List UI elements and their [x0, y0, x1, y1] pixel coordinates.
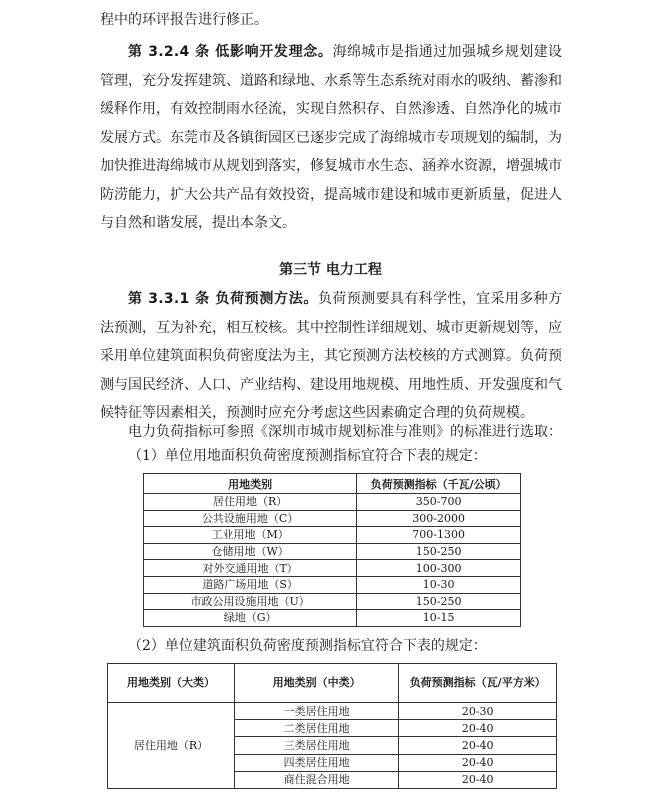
table-cell: 商住混合用地: [234, 771, 398, 788]
article-body: 海绵城市是指通过加强城乡规划建设管理，充分发挥建筑、道路和绿地、水系等生态系统对雨水的吸纳、蓄渗和缓释作用，有效控制雨水径流，实现自然积存、自然渗透、自然净化的城市发展方式。东莞市及各镇街园区已逐步完成了海绵城市专项规划的编制，为加快推进海绵城市从规划到落实，修复城市水生态、涵养水资源，增强城市防涝能力，扩大公共产品有效投资，提高城市建设和城市更新质量，促进人与自然和谐发展，提出本条文。: [100, 44, 562, 231]
table-cell: 仓储用地（W）: [144, 543, 357, 560]
table-header-cell: 负荷预测指标（瓦/平方米）: [399, 664, 557, 703]
table-row: [144, 610, 521, 627]
paragraph-article-3-2-4: [100, 38, 562, 238]
table-cell: 20-40: [399, 720, 557, 737]
table-cell: 700-1300: [357, 527, 521, 544]
table-row: [144, 494, 521, 511]
article-heading: 第 3.3.1 条 负荷预测方法。: [128, 291, 319, 307]
article-heading: 第 3.2.4 条 低影响开发理念。: [128, 44, 333, 60]
table-row: [144, 527, 521, 544]
paragraph-article-3-3-1: [100, 285, 562, 428]
table-cell: 居住用地（R）: [144, 494, 357, 511]
table-cell: 道路广场用地（S）: [144, 576, 357, 593]
table-row: [144, 593, 521, 610]
table-row: [144, 543, 521, 560]
section-title: 第三节 电力工程: [279, 262, 382, 278]
table-cell: 对外交通用地（T）: [144, 560, 357, 577]
table-row: [144, 576, 521, 593]
table-cell: 20-40: [399, 754, 557, 771]
table-cell: 一类居住用地: [234, 703, 398, 720]
table-row: [144, 560, 521, 577]
table-header-cell: 用地类别: [144, 474, 357, 494]
table-cell: 150-250: [357, 593, 521, 610]
table2-caption: （2）单位建筑面积负荷密度预测指标宜符合下表的规定：: [128, 638, 487, 654]
table-group-cell: 居住用地（R）: [108, 703, 235, 789]
table-row: [108, 703, 557, 720]
table-cell: 20-40: [399, 771, 557, 788]
table1-caption: （1）单位用地面积负荷密度预测指标宜符合下表的规定：: [128, 448, 487, 464]
paragraph-reference: 电力负荷指标可参照《深圳市城市规划标准与准则》的标准进行选取：: [128, 424, 562, 440]
table-cell: 市政公用设施用地（U）: [144, 593, 357, 610]
table-row: [144, 510, 521, 527]
table-cell: 150-250: [357, 543, 521, 560]
paragraph-continuation: 程中的环评报告进行修正。: [100, 12, 268, 28]
land-area-load-table: [143, 473, 521, 627]
table-cell: 四类居住用地: [234, 754, 398, 771]
building-area-load-table: [107, 663, 557, 789]
table-header-row: [108, 664, 557, 703]
table-cell: 20-40: [399, 737, 557, 754]
table-cell: 二类居住用地: [234, 720, 398, 737]
table-cell: 300-2000: [357, 510, 521, 527]
table-cell: 工业用地（M）: [144, 527, 357, 544]
table-cell: 10-15: [357, 610, 521, 627]
table-cell: 100-300: [357, 560, 521, 577]
table-cell: 三类居住用地: [234, 737, 398, 754]
table-cell: 350-700: [357, 494, 521, 511]
table-cell: 绿地（G）: [144, 610, 357, 627]
table-cell: 10-30: [357, 576, 521, 593]
article-body: 负荷预测要具有科学性，宜采用多种方法预测，互为补充，相互校核。其中控制性详细规划、城市更新规划等，应采用单位建筑面积负荷密度法为主，其它预测方法校核的方式测算。负荷预测与国民经济、人口、产业结构、建设用地规模、用地性质、开发强度和气候特征等因素相关，预测时应充分考虑这些因素确定合理的负荷规模。: [100, 291, 562, 421]
table-cell: 公共设施用地（C）: [144, 510, 357, 527]
table-header-cell: 用地类别（大类）: [108, 664, 235, 703]
table-cell: 20-30: [399, 703, 557, 720]
table-header-row: [144, 474, 521, 494]
table-header-cell: 负荷预测指标（千瓦/公顷）: [357, 474, 521, 494]
table-header-cell: 用地类别（中类）: [234, 664, 398, 703]
